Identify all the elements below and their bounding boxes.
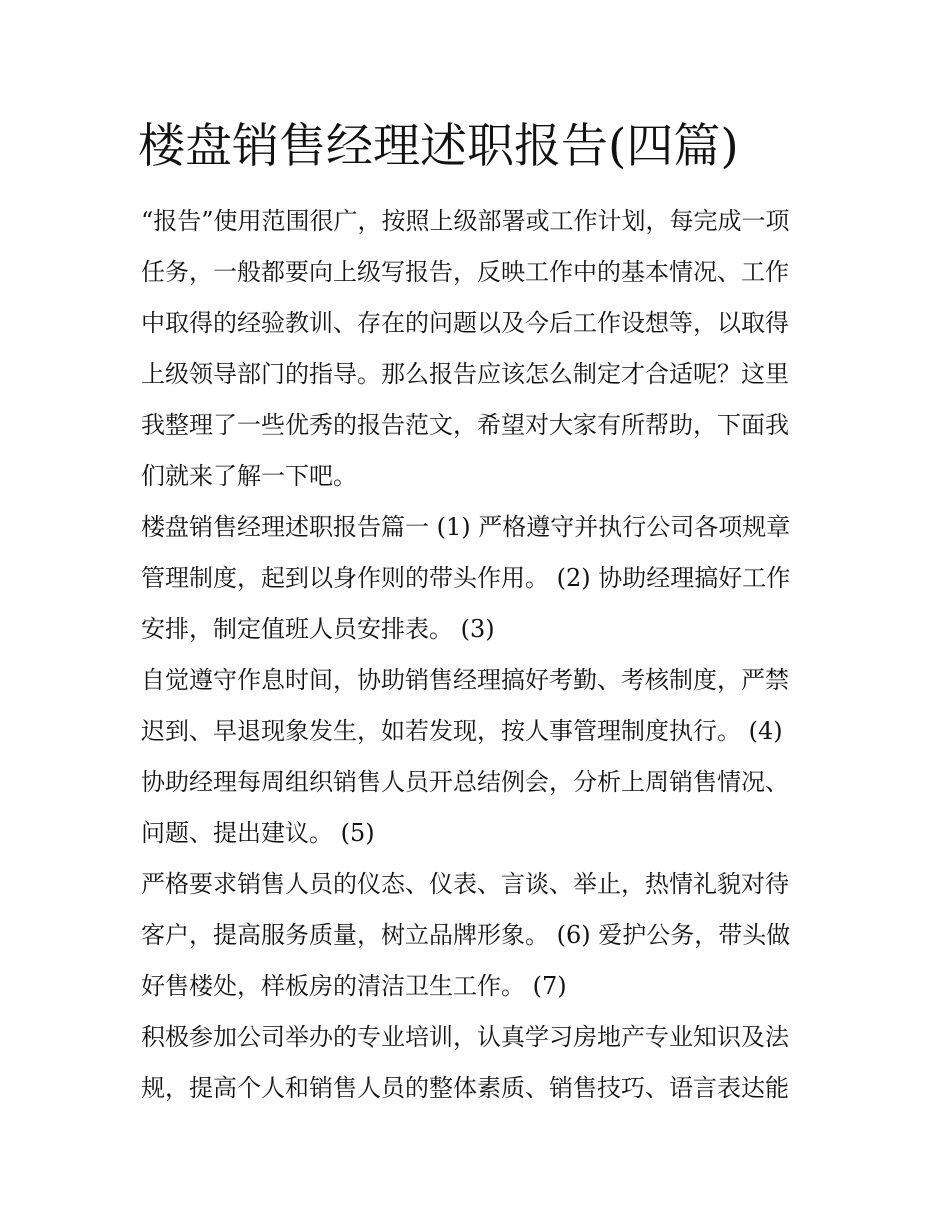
text-line: 任务，一般都要向上级写报告，反映工作中的基本情况、工作	[141, 258, 789, 286]
text-line: 严格要求销售人员的仪态、仪表、言谈、举止，热情礼貌对待	[141, 870, 789, 898]
text-line: 我整理了一些优秀的报告范文，希望对大家有所帮助，下面我	[141, 411, 789, 439]
document-body	[141, 196, 813, 1114]
text-line: 迟到、早退现象发生，如若发现，按人事管理制度执行。 (4)	[141, 717, 783, 745]
text-line: 们就来了解一下吧。	[141, 462, 357, 490]
text-line: 协助经理每周组织销售人员开总结例会，分析上周销售情况、	[141, 768, 789, 796]
text-line: 规，提高个人和销售人员的整体素质、销售技巧、语言表达能	[141, 1074, 789, 1102]
text-line: 积极参加公司举办的专业培训，认真学习房地产专业知识及法	[141, 1023, 789, 1051]
text-line: 中取得的经验教训、存在的问题以及今后工作设想等，以取得	[141, 309, 789, 337]
text-line: “报告”使用范围很广，按照上级部署或工作计划，每完成一项	[141, 207, 790, 235]
text-line: 问题、提出建议。 (5)	[141, 819, 375, 847]
document-title: 楼盘销售经理述职报告(四篇)	[138, 119, 739, 174]
text-line: 客户，提高服务质量，树立品牌形象。 (6) 爱护公务，带头做	[141, 921, 791, 949]
text-line: 自觉遵守作息时间，协助销售经理搞好考勤、考核制度，严禁	[141, 666, 789, 694]
text-line: 安排，制定值班人员安排表。 (3)	[141, 615, 495, 643]
text-line: 好售楼处，样板房的清洁卫生工作。 (7)	[141, 972, 567, 1000]
text-line: 管理制度，起到以身作则的带头作用。 (2) 协助经理搞好工作	[141, 564, 791, 592]
text-line: 楼盘销售经理述职报告篇一 (1) 严格遵守并执行公司各项规章	[141, 513, 791, 541]
text-line: 上级领导部门的指导。那么报告应该怎么制定才合适呢？这里	[141, 360, 789, 388]
